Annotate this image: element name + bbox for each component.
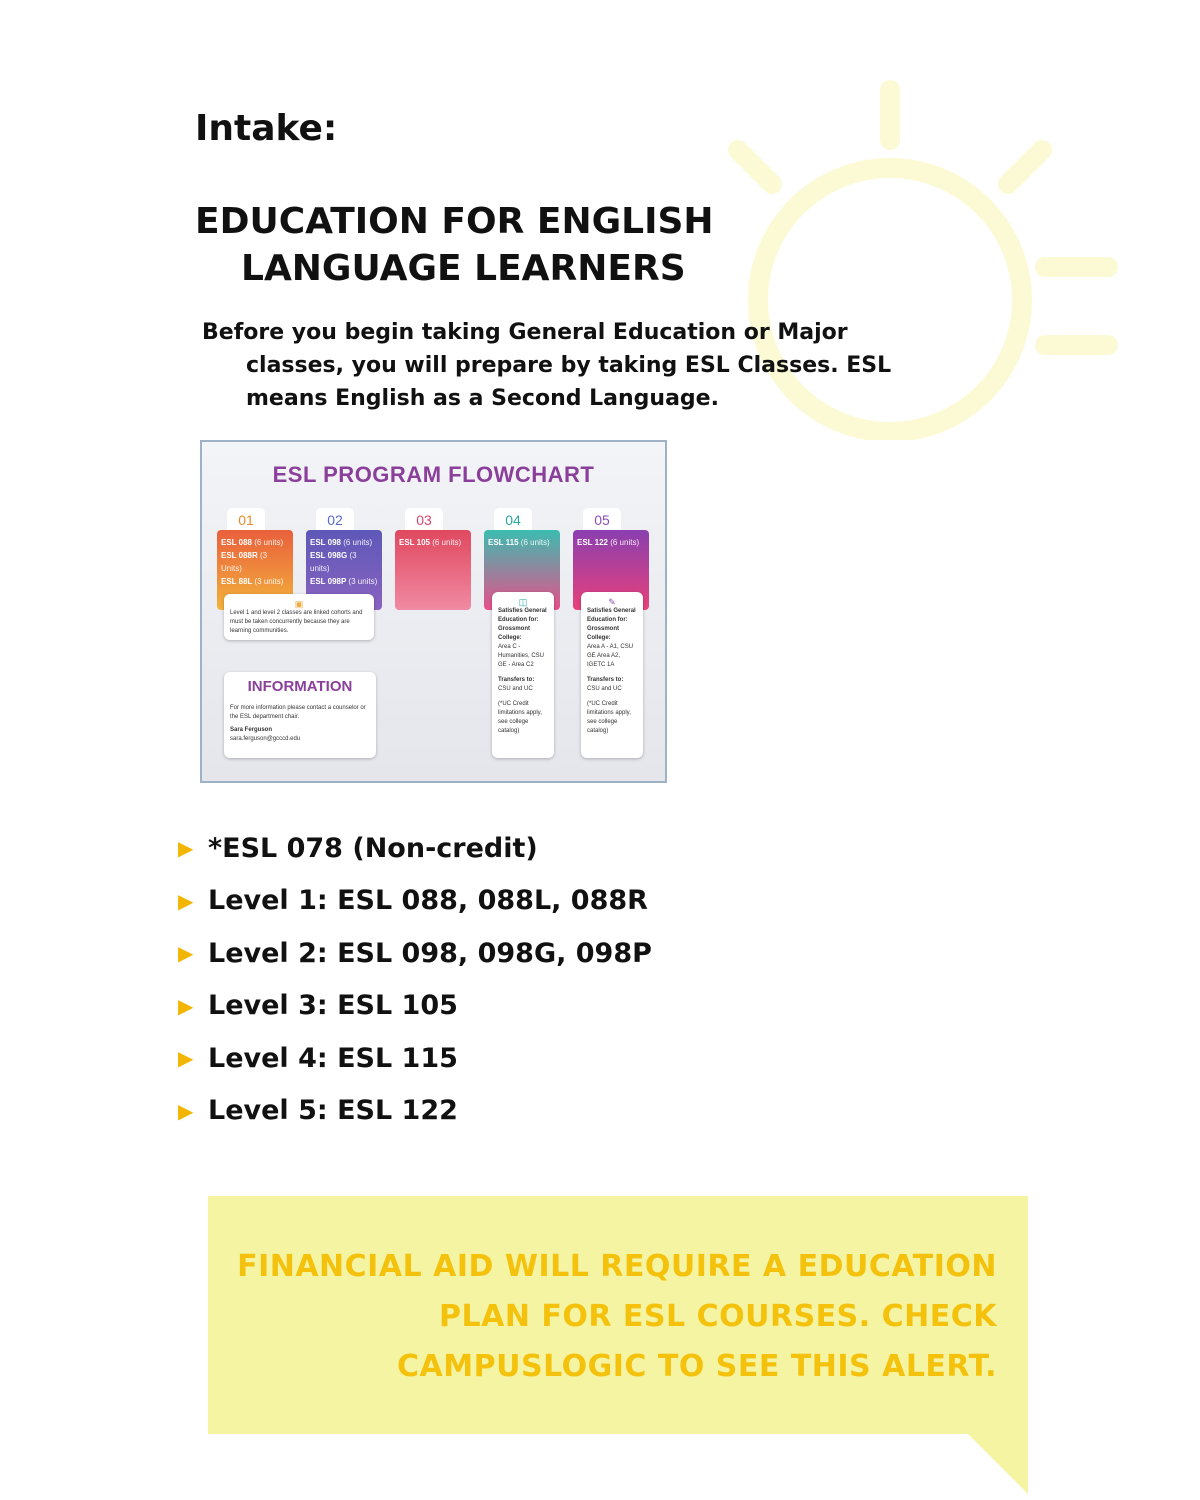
- step-number: 02: [316, 508, 354, 532]
- step-number: 01: [227, 508, 265, 532]
- course-code: ESL 098P: [310, 577, 347, 586]
- course-units: (3 units): [310, 551, 357, 573]
- chat-icon: ◫: [518, 597, 528, 607]
- triangle-bullet-icon: ▶: [178, 836, 194, 861]
- intake-heading: Intake:: [195, 108, 338, 149]
- triangle-bullet-icon: ▶: [178, 888, 194, 913]
- linked-cohort-note: ▣ Level 1 and level 2 classes are linked cohorts and must be taken concurrently because they are learning communities.: [224, 594, 374, 640]
- course-code: ESL 115: [488, 538, 519, 547]
- list-item: ▶ *ESL 078 (Non-credit): [178, 832, 538, 864]
- step-number: 04: [494, 508, 532, 532]
- triangle-bullet-icon: ▶: [178, 941, 194, 966]
- alert-line-1: FINANCIAL AID WILL REQUIRE A EDUCATION: [237, 1249, 997, 1284]
- flowchart-title: ESL PROGRAM FLOWCHART: [272, 462, 595, 487]
- financial-aid-alert: [225, 1242, 997, 1392]
- intro-line-3: means English as a Second Language.: [246, 386, 719, 411]
- course-units: (6 units): [520, 538, 550, 547]
- page-title: [195, 198, 795, 292]
- triangle-bullet-icon: ▶: [178, 1098, 194, 1123]
- list-item: ▶ Level 1: ESL 088, 088L, 088R: [178, 885, 648, 917]
- course-units: (6 units): [432, 538, 462, 547]
- triangle-bullet-icon: ▶: [178, 993, 194, 1018]
- book-icon: ▣: [294, 599, 304, 609]
- step-number: 05: [583, 508, 621, 532]
- info-contact-email: sara.ferguson@gcccd.edu: [230, 736, 301, 742]
- ge-box-level-5: ✎ Satisfies General Education for: Grossmont College: Area A - A1, CSU GE Area A2, IGETC 1A Transfers to: CSU and UC (*UC Credit limitations apply, see college catalog): [581, 592, 643, 758]
- course-units: (6 units): [254, 538, 284, 547]
- list-item: ▶ Level 4: ESL 115: [178, 1042, 458, 1074]
- alert-line-2: PLAN FOR ESL COURSES. CHECK: [439, 1299, 997, 1334]
- intro-line-1: Before you begin taking General Education or Major: [202, 320, 848, 345]
- list-item: ▶ Level 3: ESL 105: [178, 990, 458, 1022]
- info-title: INFORMATION: [247, 678, 353, 695]
- title-line-2: LANGUAGE LEARNERS: [241, 248, 686, 289]
- ge-box-level-4: ◫ Satisfies General Education for: Grossmont College: Area C - Humanities, CSU GE - Area C2 Transfers to: CSU and UC (*UC Credit limitations apply, see college catalog): [492, 592, 554, 758]
- alert-line-3: CAMPUSLOGIC TO SEE THIS ALERT.: [397, 1349, 997, 1384]
- course-code: ESL 088R: [221, 551, 258, 560]
- course-code: ESL 098: [310, 538, 341, 547]
- course-units: (3 Units): [221, 551, 268, 573]
- triangle-bullet-icon: ▶: [178, 1046, 194, 1071]
- course-code: ESL 088: [221, 538, 252, 547]
- step-number: 03: [405, 508, 443, 532]
- course-units: (6 units): [343, 538, 373, 547]
- info-contact-name: Sara Ferguson: [230, 727, 273, 733]
- info-box: [224, 672, 376, 758]
- intro-line-2: classes, you will prepare by taking ESL Classes. ESL: [246, 353, 892, 378]
- course-code: ESL 105: [399, 538, 430, 547]
- step-card: [395, 530, 471, 610]
- list-item: ▶ Level 5: ESL 122: [178, 1095, 458, 1127]
- course-code: ESL 098G: [310, 551, 348, 560]
- intro-paragraph: [202, 316, 962, 415]
- esl-flowchart: [200, 440, 667, 783]
- title-line-1: EDUCATION FOR ENGLISH: [195, 201, 714, 242]
- course-units: (3 units): [254, 577, 284, 586]
- esl-level-list: [178, 822, 652, 1137]
- course-units: (6 units): [610, 538, 640, 547]
- course-code: ESL 122: [577, 538, 608, 547]
- pencil-icon: ✎: [608, 597, 616, 607]
- info-text: For more information please contact a counselor or the ESL department chair.: [230, 705, 366, 720]
- course-code: ESL 88L: [221, 577, 253, 586]
- course-units: (3 units): [348, 577, 378, 586]
- list-item: ▶ Level 2: ESL 098, 098G, 098P: [178, 937, 652, 969]
